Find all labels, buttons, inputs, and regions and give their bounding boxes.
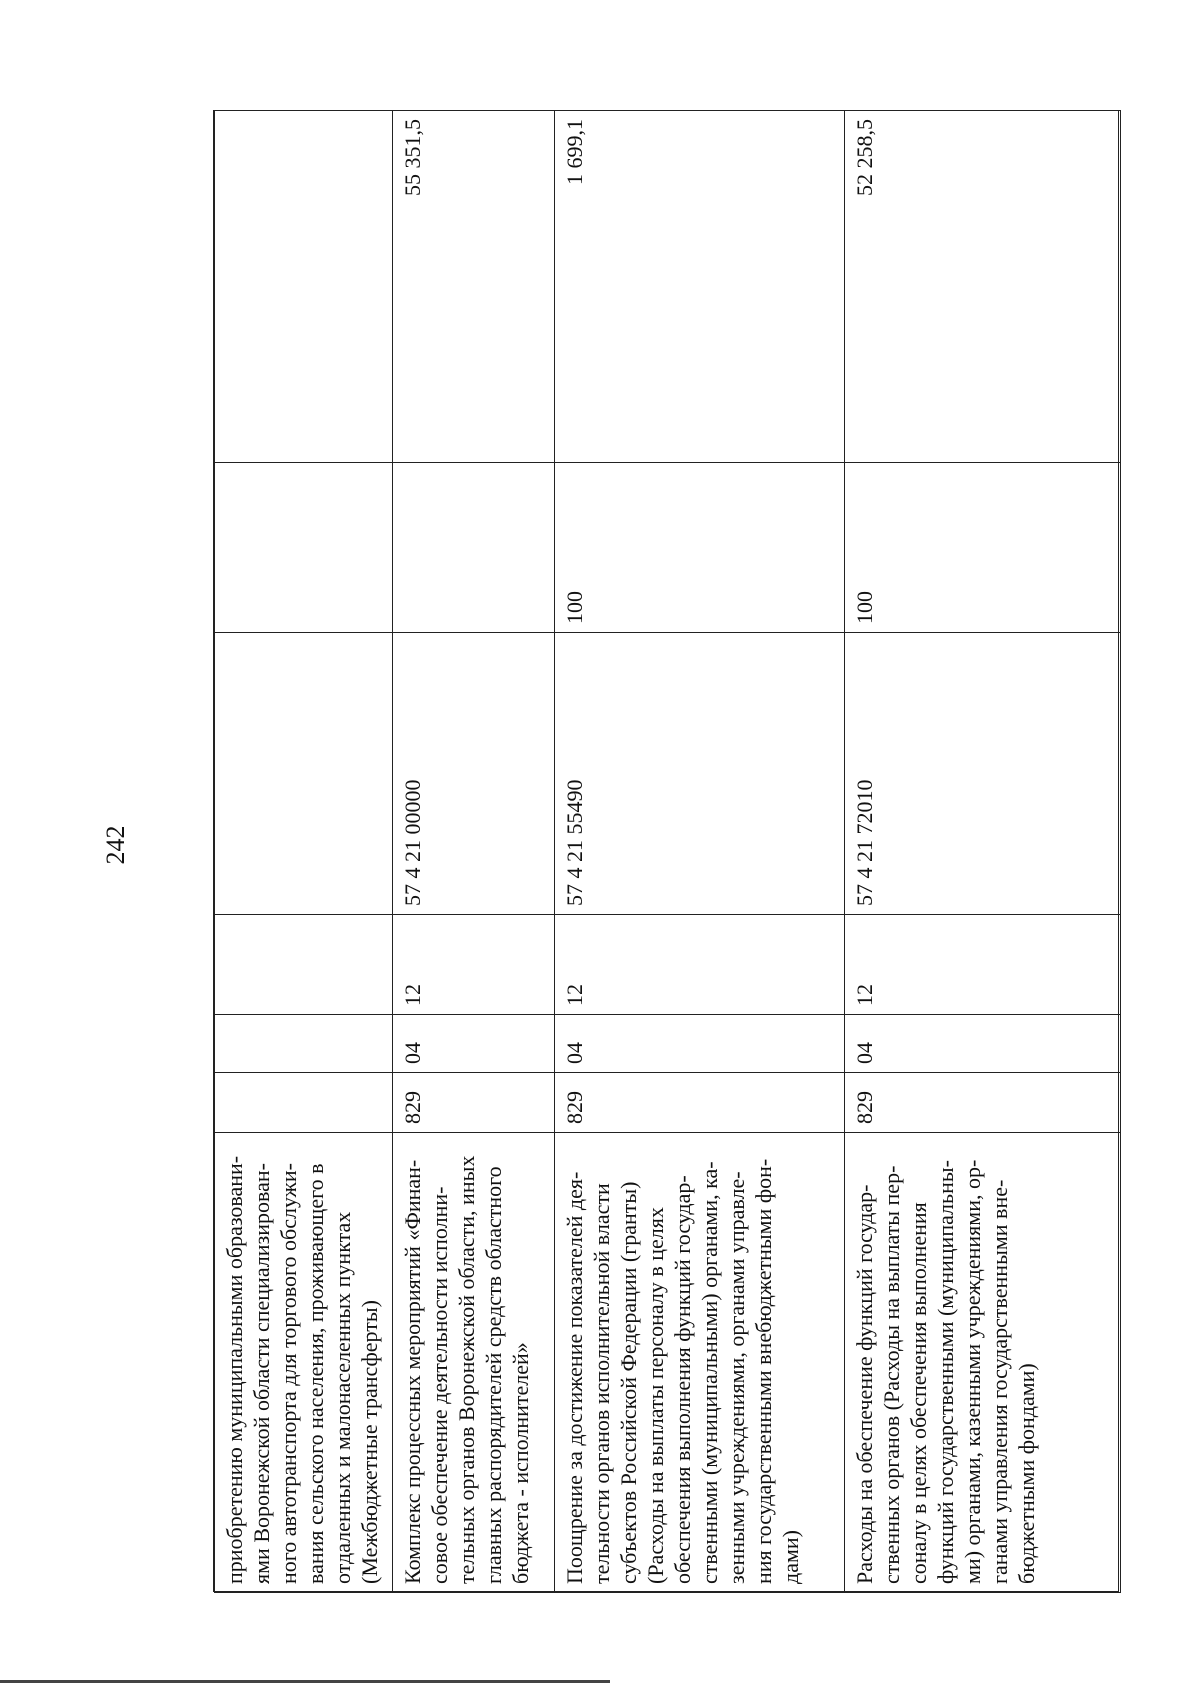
row-csr: 57 4 21 72010: [845, 633, 1121, 915]
row-rz: 04: [845, 1015, 1121, 1073]
row-gr: 829: [555, 1073, 845, 1133]
row-pr: 12: [393, 915, 555, 1015]
row-csr: 57 4 21 00000: [393, 633, 555, 915]
row-pr: 12: [555, 915, 845, 1015]
budget-table-frame: [213, 110, 1119, 1592]
row-sum: 52 258,5: [845, 111, 1121, 463]
table-row: [555, 111, 845, 1593]
row-sum: 55 351,5: [393, 111, 555, 463]
row-vr: 100: [845, 463, 1121, 633]
row-name: Расходы на обеспечение функций государ-ственных органов (Расходы на выплаты пер-соналу в целях обеспечения выполнения функций государственными (муниципальны-ми) органами, казенными учреждениями, ор-ганами управления государственными вне-бюджетными фондами): [845, 1133, 1121, 1593]
table-row: [215, 111, 393, 1593]
row-vr: [393, 463, 555, 633]
row-gr: [215, 1073, 393, 1133]
row-gr: 829: [845, 1073, 1121, 1133]
row-rz: 04: [555, 1015, 845, 1073]
row-sum: 1 699,1: [555, 111, 845, 463]
row-vr: 100: [555, 463, 845, 633]
row-pr: [215, 915, 393, 1015]
row-vr: [215, 463, 393, 633]
row-name: приобретению муниципальными образовани-ями Воронежской области специализирован-ного автотранспорта для торгового обслужи-вания сельского населения, проживающего в отдаленных и малонаселенных пунктах (Межбюджетные трансферты): [215, 1133, 393, 1593]
row-csr: [215, 633, 393, 915]
page-number: 242: [101, 825, 130, 865]
row-rz: [215, 1015, 393, 1073]
row-rz: 04: [393, 1015, 555, 1073]
scan-edge-line: [0, 1680, 610, 1683]
budget-table: [214, 110, 1121, 1593]
row-name: Комплекс процессных мероприятий «Финан-совое обеспечение деятельности исполни-тельных органов Воронежской области, иных главных распорядителей средств областного бюджета - исполнителей»: [393, 1133, 555, 1593]
table-row: [845, 111, 1121, 1593]
rotated-table-container: [214, 111, 1120, 1593]
row-name: Поощрение за достижение показателей дея-тельности органов исполнительной власти субъектов Российской Федерации (гранты) (Расходы на выплаты персоналу в целях обеспечения выполнения функций государ-ственными (муниципальными) органами, ка-зенными учреждениями, органами управле-ния государственными внебюджетными фон-дами): [555, 1133, 845, 1593]
row-sum: [215, 111, 393, 463]
row-pr: 12: [845, 915, 1121, 1015]
row-csr: 57 4 21 55490: [555, 633, 845, 915]
row-gr: 829: [393, 1073, 555, 1133]
table-row: [393, 111, 555, 1593]
